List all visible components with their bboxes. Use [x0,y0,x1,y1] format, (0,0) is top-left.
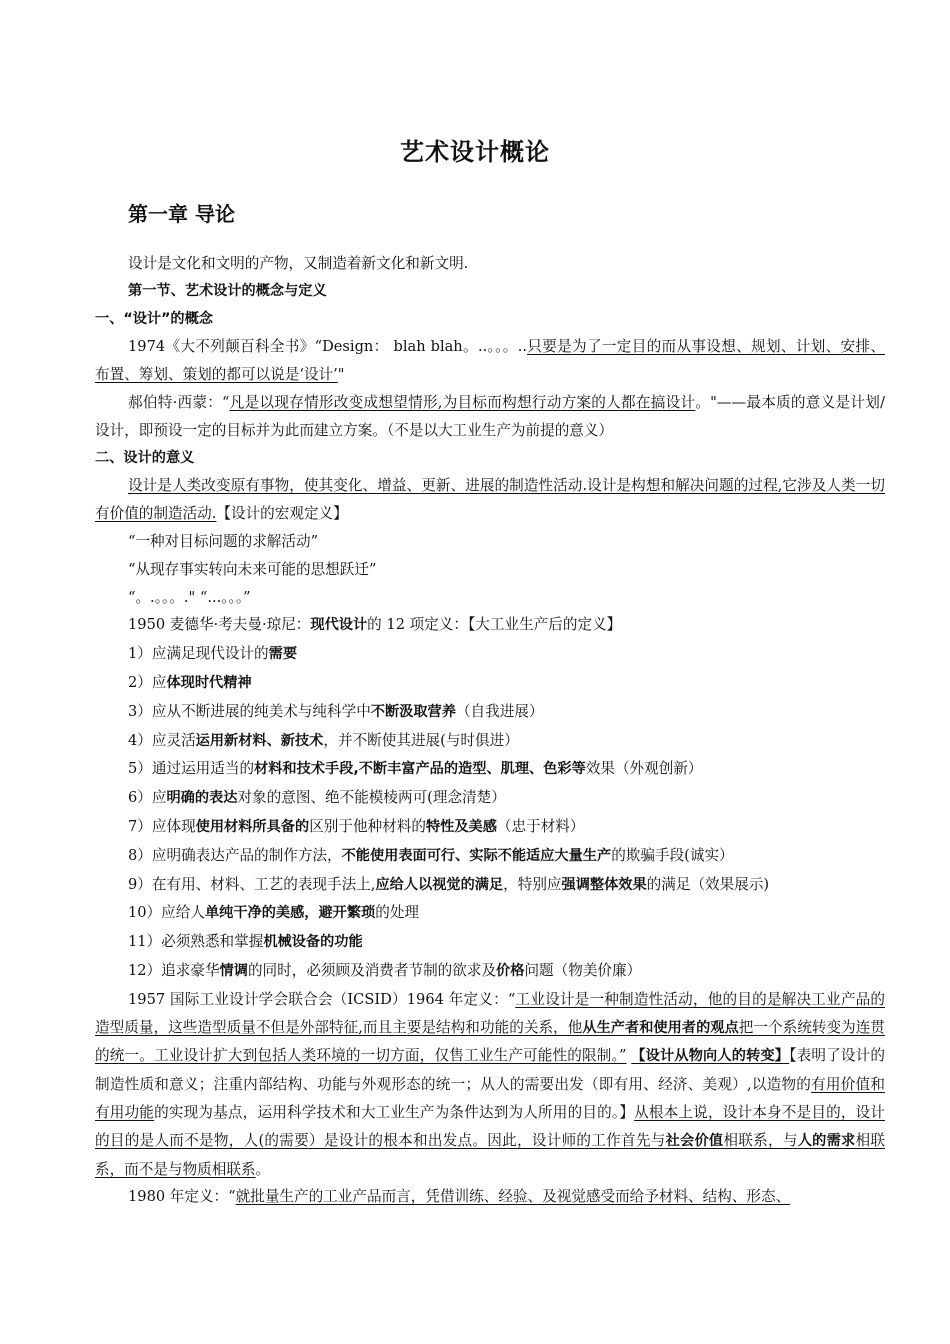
period: 。 [255,1160,271,1178]
item-text: （忠于材料） [496,817,585,835]
item-text: 5）通过运用适当的 [128,760,255,778]
item-bold: 体现时代精神 [166,674,252,691]
icsid-shift-note: 【设计从物向人的转变】 [631,1048,790,1065]
item-text: 4）应灵活 [128,731,196,749]
item-text: 9）在有用、材料、工艺的表现手法上, [128,875,376,893]
list-item [95,640,885,669]
meaning-paragraph [95,472,885,528]
item-bold: 需要 [268,646,298,663]
item-text: 7）应体现 [128,817,196,835]
list-item [95,871,885,900]
list-item [95,669,885,698]
list-item [95,755,885,784]
item-bold: 运用新材料、新技术 [195,732,324,749]
item-text: 对象的意图、绝不能模棱两可(理念清楚） [237,789,506,807]
item-bold: 机械设备的功能 [263,934,363,951]
chapter-heading: 第一章 导论 [128,202,235,226]
design-purpose-mid: 相联系，与 [723,1131,798,1149]
simon-tail: 。"——最本质的意义是计划/设计，即预设一定的目标并为此而建立方案。（不是以大工业生产为前提的意义） [95,393,885,439]
item-bold: 特性及美感 [425,818,497,835]
item-text: 的处理 [375,904,420,922]
item-text: 区别于他种材料的 [309,817,426,835]
simon-definition: 凡是以现存情形改变成想望情形,为目标而构想行动方案的人都在搞设计 [229,393,696,411]
item-bold: 明确的表达 [166,790,238,807]
macro-note: 【设计的宏观定义】 [216,505,348,523]
definition-list [95,640,885,986]
item-text: ，并不断使其进展(与时俱进） [323,731,519,749]
kaufmann-emphasis: 现代设计 [310,617,368,634]
icsid-value-function: 有用价值和有用功能 [95,1076,885,1121]
social-value: 社会价值 [665,1132,724,1149]
item-text: 6）应 [128,789,167,807]
item-text: 问题（物美价廉） [524,961,642,979]
intro-paragraph: 设计是文化和文明的产物，又制造着新文化和新文明. [128,255,469,272]
icsid-paragraph [95,986,885,1184]
subheading-concept: 一、“设计”的概念 [95,310,213,327]
list-item [95,813,885,842]
item-text: 的同时，必须顾及消费者节制的欲求及 [247,961,497,979]
item-text: ，特别应 [503,875,562,893]
item-bold: 材料和技术手段,不断丰富产品的造型、肌理、色彩等 [254,761,586,778]
item-bold: 应给人以视觉的满足 [375,876,504,893]
list-item [95,698,885,727]
list-item [95,899,885,928]
list-item [95,784,885,813]
document-body [95,250,885,1211]
item-bold: 强调整体效果 [561,876,647,893]
subheading-meaning: 二、设计的意义 [95,449,195,466]
simon-paragraph [95,389,885,445]
item-text: 的满足（效果展示) [646,875,770,893]
item-text: （自我进展） [455,702,544,720]
item-text: 12）追求豪华 [128,961,220,979]
britannica-paragraph [95,333,885,389]
section-heading: 第一节、艺术设计的概念与定义 [128,282,327,299]
item-text: 的欺骗手段(诚实） [611,846,734,864]
icsid-lead: 1957 国际工业设计学会联合会（ICSID）1964 年定义：“ [128,990,516,1008]
item-bold: 不能使用表面可行、实际不能适应大量生产 [341,847,612,864]
item-text: 8）应明确表达产品的制作方法， [128,846,342,864]
icsid-definition-end: 把一个系统转变为连贯的统一。工业设计扩大到包括人类环境的一切方面，仅售工业生产可能性的限制。” [95,1018,885,1065]
definition-1980-text: 就批量生产的工业产品而言，凭借训练、经验、及视觉感受而给予材料、结构、形态、 [235,1188,791,1206]
icsid-emphasis: 从生产者和使用者的观点 [582,1019,739,1036]
simon-lead: 郝伯特·西蒙：“ [128,393,230,411]
britannica-definition: 只要是为了一定目的而从事设想、规划、计划、安排、布置、筹划、策划的都可以说是‘设计’ [95,338,885,384]
list-item [95,928,885,957]
quote-3: “。.。。。." “...。。。” [128,588,251,606]
design-purpose-end: 相联系，而不是与物质相联系 [95,1131,885,1178]
definition-1980-lead: 1980 年定义：“ [128,1188,236,1206]
icsid-explanation: 【表明了设计的制造性质和意义；注重内部结构、功能与外观形态的统一；从人的需要出发（即有用、经济、美观）,以造物的 [95,1047,885,1094]
item-bold: 情调 [219,962,248,979]
item-text: 10）应给人 [128,904,205,922]
item-bold: 单纯干净的美感，避开繁琐 [204,905,376,922]
kaufmann-lead: 1950 麦德华·考夫曼·琼尼： [128,616,311,634]
icsid-explanation-end: 的实现为基点，运用科学技术和大工业生产为条件达到为人所用的目的。】 [154,1103,635,1121]
list-item [95,957,885,986]
list-item [95,727,885,756]
list-item [95,842,885,871]
item-text: 3）应从不断进展的纯美术与纯科学中 [128,702,371,720]
human-needs: 人的需求 [797,1132,856,1149]
item-text: 2）应 [128,673,167,691]
definition-1980-paragraph [95,1183,885,1211]
kaufmann-tail: 的 12 项定义：【大工业生产后的定义】 [367,616,622,634]
britannica-tail: " [337,366,345,384]
britannica-lead: 1974《大不列颠百科全书》“Design： blah blah。..。。。.. [128,338,527,356]
macro-definition: 设计是人类改变原有事物，使其变化、增益、更新、进展的制造性活动.设计是构想和解决问题的过程,它涉及人类一切有价值的制造活动. [95,477,885,523]
icsid-definition: 工业设计是一种制造性活动，他的目的是解决工业产品的造型质量，这些造型质量不但是外部特征,而且主要是结构和功能的关系，他 [95,990,885,1036]
quote-1: “一种对目标问题的求解活动” [128,532,319,550]
kaufmann-paragraph [95,611,885,640]
item-text: 1）应满足现代设计的 [128,645,269,663]
item-bold: 使用材料所具备的 [195,818,310,835]
document-title: 艺术设计概论 [400,138,550,166]
quote-2: “从现存事实转向未来可能的思想跃迁” [128,560,377,578]
design-purpose: 从根本上说，设计本身不是目的，设计的目的是人而不是物，人(的需要）是设计的根本和出发点。因此，设计师的工作首先与 [95,1103,885,1149]
item-bold: 价格 [496,962,525,979]
item-text: 效果（外观创新） [585,760,703,778]
item-bold: 不断汲取营养 [370,703,456,720]
item-text: 11）必须熟悉和掌握 [128,933,264,951]
